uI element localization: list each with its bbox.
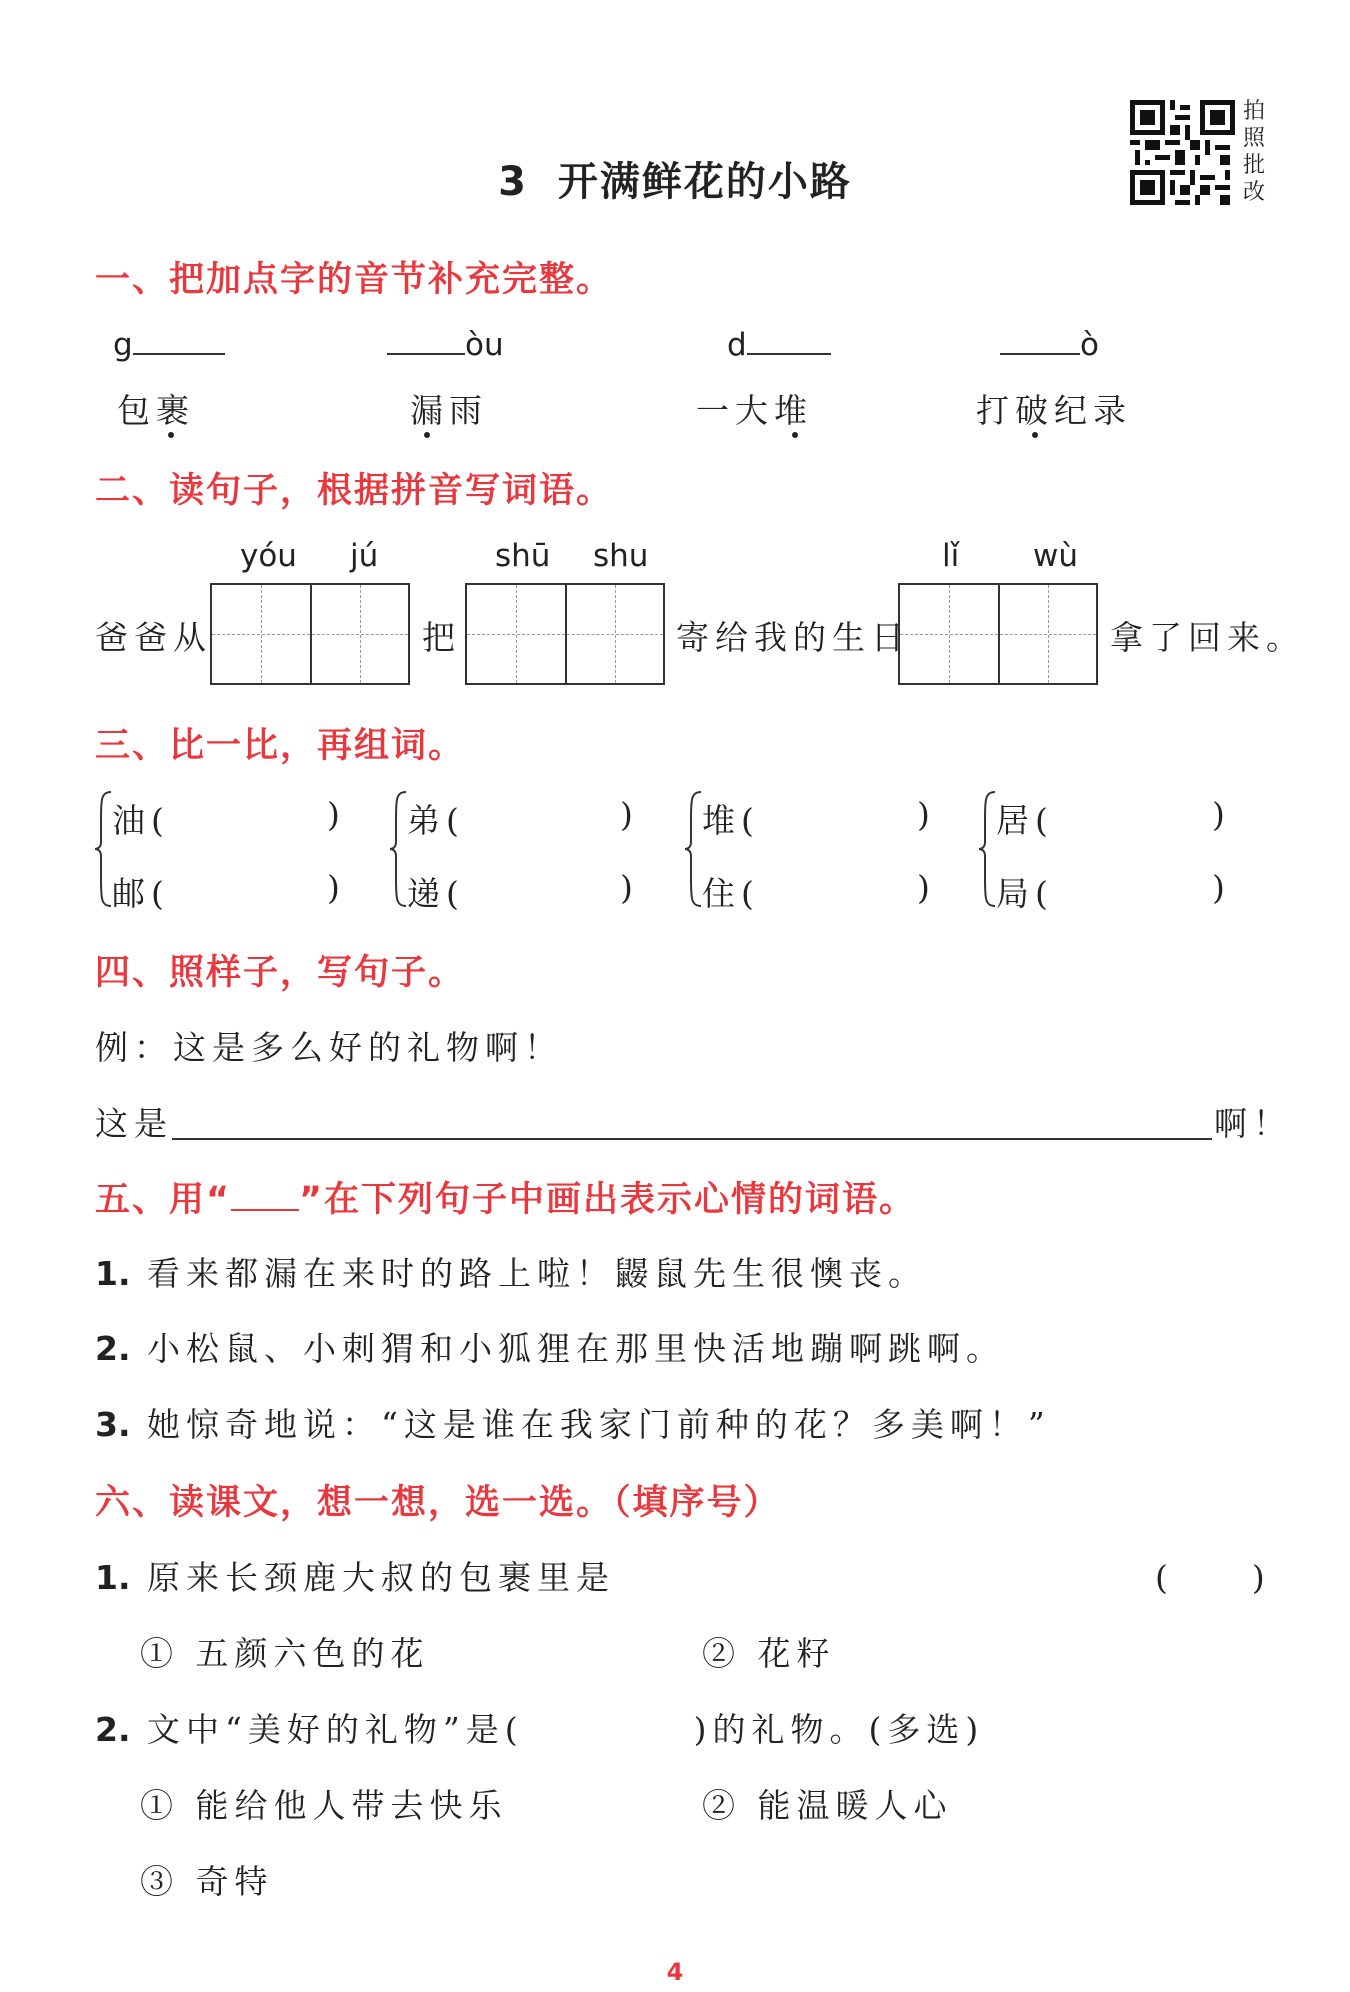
option-q1-1[interactable]: ① 五颜六色的花 [140, 1634, 430, 1673]
paren-close: ) [620, 868, 639, 907]
char-pair-3-bottom: 住( [702, 874, 760, 913]
emphasis-dot [168, 432, 174, 438]
prompt-start: 这是 [95, 1104, 173, 1143]
prompt-end: 啊！ [1214, 1104, 1292, 1143]
pinyin-blank[interactable] [1000, 353, 1080, 355]
qr-code-icon[interactable] [1130, 100, 1235, 205]
writing-grid-1[interactable] [210, 583, 410, 685]
section-6-heading: 六、读课文，想一想，选一选。（填序号） [95, 1483, 781, 1523]
lesson-number: 3 [498, 159, 526, 205]
char-pair-4-top: 居( [996, 801, 1054, 840]
word-2: 漏雨 [410, 391, 488, 430]
section-4-heading: 四、照样子，写句子。 [95, 953, 466, 993]
sentence-part: 寄给我的生日 [676, 618, 910, 657]
pinyin-item-4: ò [1000, 327, 1099, 363]
sentence-1[interactable]: 1. 看来都漏在来时的路上啦！鼹鼠先生很懊丧。 [95, 1254, 927, 1293]
sentence-part: 爸爸从 [95, 618, 212, 657]
paren-close: ) [1212, 868, 1231, 907]
section-1-heading: 一、把加点字的音节补充完整。 [95, 260, 614, 300]
answer-paren[interactable]: ( ) [1155, 1558, 1271, 1597]
qr-label: 拍 照 批 改 [1243, 99, 1266, 205]
pinyin-blank[interactable] [387, 353, 465, 355]
sentence-3[interactable]: 3. 她惊奇地说：“这是谁在我家门前种的花？多美啊！” [95, 1405, 1051, 1444]
paren-close: ) [327, 868, 346, 907]
pinyin-label: shū [495, 538, 551, 574]
emphasis-dot [424, 432, 430, 438]
pinyin-blank[interactable] [747, 353, 831, 355]
char-pair-1-bottom: 邮( [112, 874, 170, 913]
pinyin-label: shu [593, 538, 649, 574]
emphasis-dot [1032, 432, 1038, 438]
pinyin-blank[interactable] [133, 353, 225, 355]
pinyin-label: jú [350, 538, 379, 574]
lesson-title: 开满鲜花的小路 [557, 159, 852, 205]
answer-line[interactable] [172, 1138, 1212, 1140]
pinyin-label: yóu [240, 538, 297, 574]
option-q2-1[interactable]: ① 能给他人带去快乐 [140, 1786, 508, 1825]
option-q2-2[interactable]: ② 能温暖人心 [702, 1786, 953, 1825]
char-pair-4-bottom: 局( [996, 874, 1054, 913]
emphasis-dot [792, 432, 798, 438]
page-number: 4 [666, 1958, 684, 1986]
sentence-part: 拿了回来。 [1110, 618, 1305, 657]
pinyin-label: lǐ [942, 538, 960, 574]
section-5-heading: 五、用“ ”在下列句子中画出表示心情的词语。 [95, 1180, 917, 1220]
underline-sample [231, 1209, 299, 1211]
char-pair-2-bottom: 递( [407, 874, 465, 913]
sentence-2[interactable]: 2. 小松鼠、小刺猬和小狐狸在那里快活地蹦啊跳啊。 [95, 1329, 1005, 1368]
word-3: 一大堆 [696, 391, 813, 430]
section-3-heading: 三、比一比，再组词。 [95, 726, 466, 766]
word-1: 包裹 [117, 391, 195, 430]
paren-close: ) [917, 795, 936, 834]
writing-grid-3[interactable] [898, 583, 1098, 685]
word-4: 打破纪录 [976, 391, 1132, 430]
pinyin-item-1: g [113, 327, 225, 363]
question-2: 2. 文中“美好的礼物”是( )的礼物。(多选) [95, 1710, 985, 1749]
option-q1-2[interactable]: ② 花籽 [702, 1634, 836, 1673]
example-sentence: 例：这是多么好的礼物啊！ [95, 1028, 563, 1067]
section-2-heading: 二、读句子，根据拼音写词语。 [95, 471, 614, 511]
option-q2-3[interactable]: ③ 奇特 [140, 1862, 274, 1901]
pinyin-item-2: òu [387, 327, 504, 363]
char-pair-1-top: 油( [112, 801, 170, 840]
char-pair-3-top: 堆( [702, 801, 760, 840]
pinyin-item-3: d [727, 327, 831, 363]
question-1: 1. 原来长颈鹿大叔的包裹里是 [95, 1558, 615, 1597]
paren-close: ) [917, 868, 936, 907]
writing-grid-2[interactable] [465, 583, 665, 685]
pinyin-label: wù [1033, 538, 1079, 574]
paren-close: ) [1212, 795, 1231, 834]
paren-close: ) [327, 795, 346, 834]
char-pair-2-top: 弟( [407, 801, 465, 840]
sentence-part: 把 [422, 618, 461, 657]
paren-close: ) [620, 795, 639, 834]
